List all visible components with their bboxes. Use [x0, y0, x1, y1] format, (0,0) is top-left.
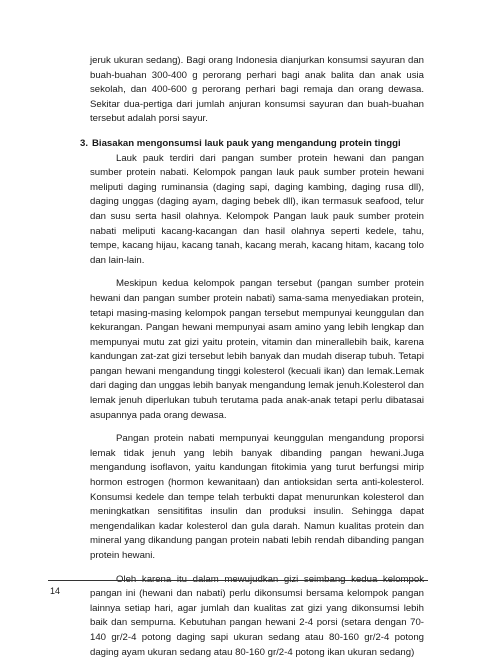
- page-content: [80, 54, 424, 660]
- body-paragraph-2: Meskipun kedua kelompok pangan tersebut (pangan sumber protein hewani dan pangan sumber protein nabati) sama-sama menyediakan protein, tetapi masing-masing kelompok pangan tersebut mempunyai keunggulan dan kekurangan. Pangan hewani mempunyai asam amino yang lebih lengkap dan mempunyai mutu zat gizi yaitu protein, vitamin dan minerallebih baik, karena kandungan zat-zat gizi tersebut lebih banyak dan mudah diserap tubuh. Tetapi pangan hewani mengandung tinggi kolesterol (kecuali ikan) dan lemak.Lemak dari daging dan unggas lebih banyak mengandung lemak jenuh.Kolesterol dan lemak jenuh diperlukan tubuh terutama pada anak-anak tetapi perlu dibatasai asupannya pada orang dewasa.: [90, 278, 424, 421]
- footer-divider: [48, 580, 428, 581]
- body-paragraph-1: Lauk pauk terdiri dari pangan sumber protein hewani dan pangan sumber protein nabati. Kelompok pangan lauk pauk sumber protein hewani meliputi daging ruminansia (daging sapi, daging kambing, daging rusa dll), daging unggas (daging ayam, daging bebek dll), ikan termasuk seafood, telur dan susu serta hasil olahnya. Kelompok Pangan lauk pauk sumber protein nabati meliputi kacang-kacangan dan hasil olahnya seperti kedele, tahu, tempe, kacang hijau, kacang tanah, kacang merah, kacang hitam, kacang tolo dan lain-lain.: [90, 152, 424, 266]
- body-paragraph-4: Oleh karena itu dalam mewujudkan gizi seimbang kedua kelompok pangan ini (hewani dan nabati) perlu dikonsumsi bersama kelompok pangan lainnya setiap hari, agar jumlah dan kualitas zat gizi yang dikonsumsi lebih baik dan sempurna. Kebutuhan pangan hewani 2-4 porsi (setara dengan 70-140 gr/2-4 potong daging sapi ukuran sedang atau 80-160 gr/2-4 potong daging ayam ukuran sedang atau 80-160 gr/2-4 potong ikan ukuran sedang): [90, 573, 424, 658]
- page-number: 14: [50, 586, 61, 596]
- intro-paragraph: jeruk ukuran sedang). Bagi orang Indonesia dianjurkan konsumsi sayuran dan buah-buahan 300-400 g perorang perhari bagi anak balita dan anak usia sekolah, dan 400-600 g perorang perhari bagi remaja dan orang dewasa. Sekitar dua-pertiga dari jumlah anjuran konsumsi sayuran dan buah-buahan tersebut adalah porsi sayur.: [90, 55, 424, 125]
- body-paragraph-3: Pangan protein nabati mempunyai keunggulan mengandung proporsi lemak tidak jenuh yang lebih banyak dibanding pangan hewani.Juga mengandung isoflavon, yaitu kandungan fitokimia yang turut berfungsi mirip hormon estrogen (hormon kewanitaan) dan antioksidan serta anti-kolesterol. Konsumsi kedele dan tempe telah terbukti dapat menurunkan kolesterol dan meningkatkan sensitifitas insulin dan produksi insulin. Sehingga dapat mengendalikan kadar kolesterol dan gula darah. Namun kualitas protein dan mineral yang dikandung pangan protein nabati lebih rendah dibanding pangan protein hewani.: [90, 433, 424, 561]
- section-title: Biasakan mengonsumsi lauk pauk yang mengandung protein tinggi: [92, 137, 401, 149]
- section-heading: [80, 137, 424, 152]
- section-number: 3.: [80, 137, 89, 149]
